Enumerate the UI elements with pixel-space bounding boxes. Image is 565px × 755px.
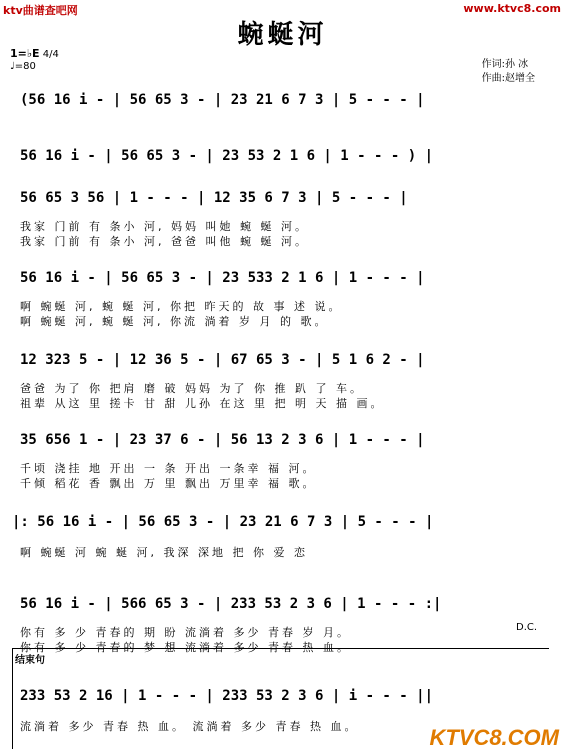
composer: 作曲:赵增全: [481, 73, 535, 84]
notes-line: 12 323 5 - | 12 36 5 - | 67 65 3 - | 5 1 6 2 - |: [20, 352, 425, 368]
lyric-line: 我家 门前 有 条小 河, 爸爸 叫他 蜿 蜒 河。: [20, 235, 309, 248]
notes-line: 35 656 1 - | 23 37 6 - | 56 13 2 3 6 | 1 - - - |: [20, 432, 425, 448]
notes-line: 56 65 3 56 | 1 - - - | 12 35 6 7 3 | 5 - - - |: [20, 190, 408, 206]
lyric-line: 祖辈 从这 里 搓卡 甘 甜 儿孙 在这 里 把 明 天 描 画。: [20, 397, 385, 410]
ending-label: 结束句: [15, 655, 45, 666]
lyric-line: 啊 蜿蜒 河, 蜿 蜒 河, 你流 淌着 岁 月 的 歌。: [20, 315, 329, 328]
notes-line: 56 16 i - | 56 65 3 - | 23 533 2 1 6 | 1 - - - |: [20, 270, 425, 286]
key-signature: 1=♭E: [10, 47, 40, 60]
notes-line: 56 16 i - | 566 65 3 - | 233 53 2 3 6 | 1 - - - :|: [20, 596, 442, 612]
watermark-right: www.ktvc8.com: [463, 2, 561, 15]
key-tempo: [10, 48, 59, 73]
dc-mark: D.C.: [516, 622, 538, 633]
lyric-line: 啊 蜿蜒 河, 蜿 蜒 河, 你把 昨天的 故 事 述 说。: [20, 300, 343, 313]
song-title: 蜿蜒河: [237, 20, 328, 50]
site-logo: KTVC8.COM: [429, 725, 559, 750]
watermark-left: ktv曲谱查吧网: [3, 4, 78, 17]
lyric-line: 流淌着 多少 青春 热 血。 流淌着 多少 青春 热 血。: [20, 720, 359, 733]
notes-line: (56 16 i - | 56 65 3 - | 23 21 6 7 3 | 5 - - - |: [20, 92, 425, 108]
lyricist: 作词:孙 冰: [481, 59, 529, 70]
lyric-line: 啊 蜿蜒 河 蜿 蜒 河, 我深 深地 把 你 爱 恋: [20, 546, 308, 559]
tempo-mark: ♩=80: [10, 61, 36, 72]
lyric-line: 千顷 浇挂 地 开出 一 条 开出 一条幸 福 河。: [20, 462, 317, 475]
lyric-line: 你有 多 少 青春的 梦 想 流淌着 多少 青春 热 血。: [20, 641, 351, 654]
lyric-line: 我家 门前 有 条小 河, 妈妈 叫她 蜿 蜒 河。: [20, 220, 309, 233]
lyric-line: 爸爸 为了 你 把肩 磨 破 妈妈 为了 你 推 趴 了 车。: [20, 382, 364, 395]
notes-line: 233 53 2 16 | 1 - - - | 233 53 2 3 6 | i - - - ||: [20, 688, 434, 704]
credits: [482, 58, 535, 86]
notes-line: 56 16 i - | 56 65 3 - | 23 53 2 1 6 | 1 - - - ) |: [20, 148, 434, 164]
notes-line: |: 56 16 i - | 56 65 3 - | 23 21 6 7 3 | 5 - - - |: [12, 514, 434, 530]
lyric-line: 千倾 稻花 香 飘出 万 里 飘出 万里幸 福 歌。: [20, 477, 317, 490]
time-signature: 4/4: [42, 49, 59, 60]
lyric-line: 你有 多 少 青春的 期 盼 流淌着 多少 青春 岁 月。: [20, 626, 351, 639]
